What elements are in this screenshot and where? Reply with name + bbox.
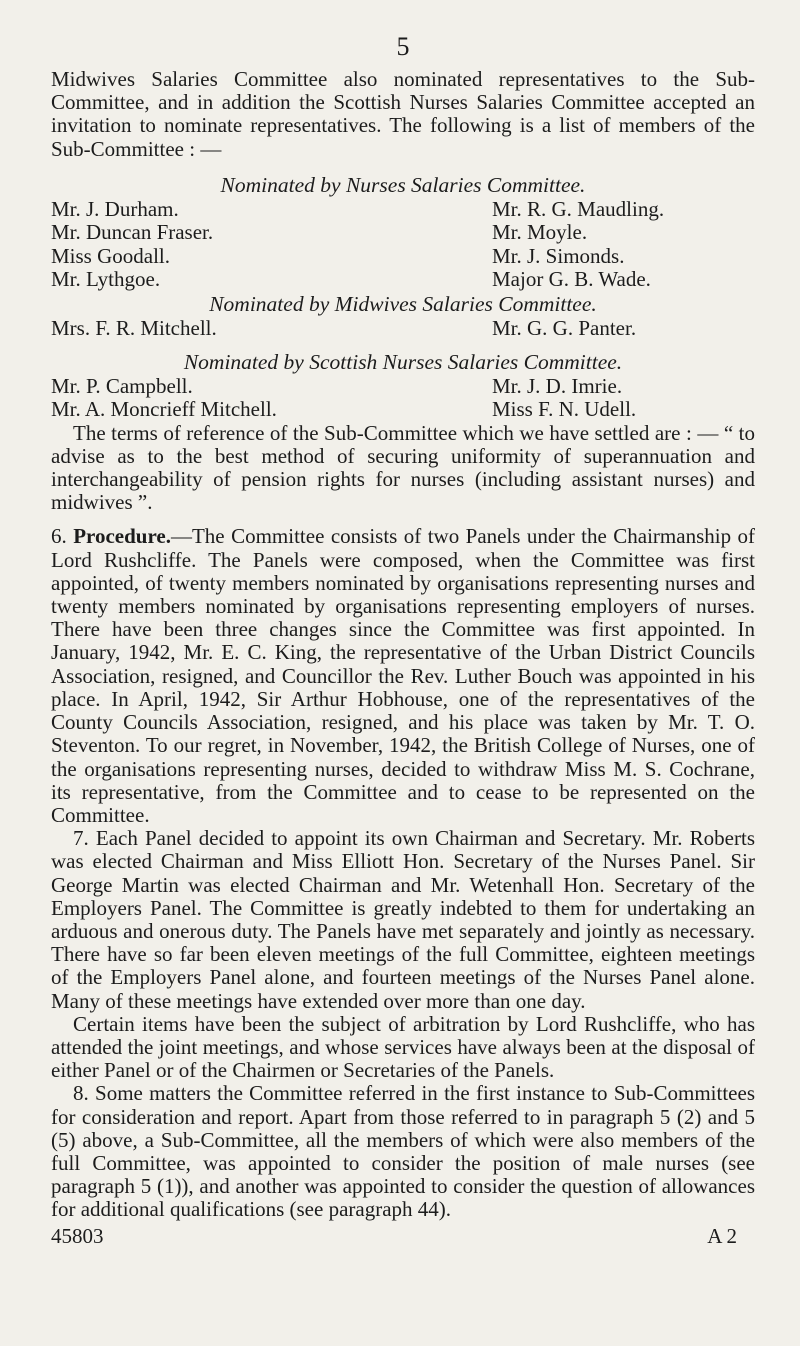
nominee-name: Mr. P. Campbell.	[51, 373, 193, 398]
nominee-list	[51, 317, 755, 340]
intro-paragraph: Midwives Salaries Committee also nominated representatives to the Sub-Committee, and in addition the Scottish Nurses Salaries Committee accepted an invitation to nominate representatives. The following is a list of members of the Sub-Committee : —	[51, 67, 755, 161]
nominee-group	[51, 291, 755, 340]
nominee-name: Mr. A. Moncrieff Mitchell.	[51, 397, 277, 422]
signature-mark: A 2	[707, 1223, 737, 1248]
nominee-group	[51, 349, 755, 422]
nominee-name: Major G. B. Wade.	[492, 267, 651, 292]
nominee-name: Mr. Moyle.	[492, 220, 588, 245]
nominee-name: Mr. R. G. Maudling.	[492, 196, 665, 221]
section-6-text: —The Committee consists of two Panels under the Chairmanship of Lord Rushcliffe. The Panels were composed, when the Committee was first appointed, of twenty members nominated by organisations representing nurses and twenty members nominated by organisations representing employers of nurses. There have been three changes since the Committee was first appointed. In January, 1942, Mr. E. C. King, the representative of the Urban District Councils Association, resigned, and Councillor the Rev. Luther Bouch was appointed in his place. In April, 1942, Sir Arthur Hobhouse, one of the representatives of the County Councils Association, resigned, and his place was taken by Mr. T. O. Steventon. To our regret, in November, 1942, the British College of Nurses, one of the organisations representing nurses, decided to withdraw Miss M. S. Cochrane, its representative, from the Committee and to cease to be represented on the Committee.	[51, 524, 756, 827]
nominee-name: Mr. Lythgoe.	[51, 267, 161, 292]
group-heading: Nominated by Scottish Nurses Salaries Committee.	[183, 349, 623, 374]
section-8-paragraph: 8. Some matters the Committee referred in the first instance to Sub-Committees for consideration and report. Apart from those referred to in paragraph 5 (2) and 5 (5) above, a Sub-Committee, all the members of which were also members of the full Committee, was appointed to consider the position of male nurses (see paragraph 5 (1)), and another was appointed to consider the question of allowances for additional qualifications (see paragraph 44).	[51, 1081, 755, 1222]
section-7-paragraph: 7. Each Panel decided to appoint its own Chairman and Secretary. Mr. Roberts was elected Chairman and Miss Elliott Hon. Secretary of the Nurses Panel. Sir George Martin was elected Chairman and Mr. Wetenhall Hon. Secretary of the Employers Panel. The Committee is greatly indebted to them for undertaking an arduous and onerous duty. The Panels have met separately and jointly as necessary. There have so far been eleven meetings of the full Committee, eighteen meetings of the Employers Panel alone, and fourteen meetings of the Nurses Panel alone. Many of these meetings have extended over more than one day.	[51, 826, 755, 1013]
section-6-title: Procedure.	[73, 524, 171, 549]
nominee-list	[51, 375, 755, 422]
section-6-number: 6.	[51, 524, 67, 549]
nominee-name: Mr. J. Simonds.	[492, 243, 625, 268]
print-code: 45803	[51, 1223, 104, 1248]
arbitration-paragraph: Certain items have been the subject of arbitration by Lord Rushcliffe, who has attended the joint meetings, and whose services have always been at the disposal of either Panel or of the Chairmen or Secretaries of the Panels.	[51, 1011, 755, 1083]
page-footer	[51, 1224, 755, 1248]
nominee-name: Miss Goodall.	[51, 243, 171, 268]
section-6-paragraph	[51, 525, 755, 827]
terms-of-reference-paragraph: The terms of reference of the Sub-Committee which we have settled are : — “ to advise as to the best method of securing uniformity of superannuation and interchangeability of pension rights for nurses (including assistant nurses) and midwives ”.	[51, 420, 755, 515]
nominee-name: Mrs. F. R. Mitchell.	[51, 316, 217, 341]
nominee-name: Mr. G. G. Panter.	[492, 316, 637, 341]
nominee-group	[51, 172, 755, 292]
nominee-name: Miss F. N. Udell.	[492, 397, 637, 422]
page-number: 5	[396, 32, 410, 61]
group-heading: Nominated by Nurses Salaries Committee.	[220, 172, 586, 197]
nominee-name: Mr. J. Durham.	[51, 196, 179, 221]
nominee-name: Mr. J. D. Imrie.	[492, 373, 623, 398]
nominee-name: Mr. Duncan Fraser.	[51, 220, 214, 245]
nominee-list	[51, 198, 755, 292]
group-heading: Nominated by Midwives Salaries Committee.	[209, 292, 597, 317]
